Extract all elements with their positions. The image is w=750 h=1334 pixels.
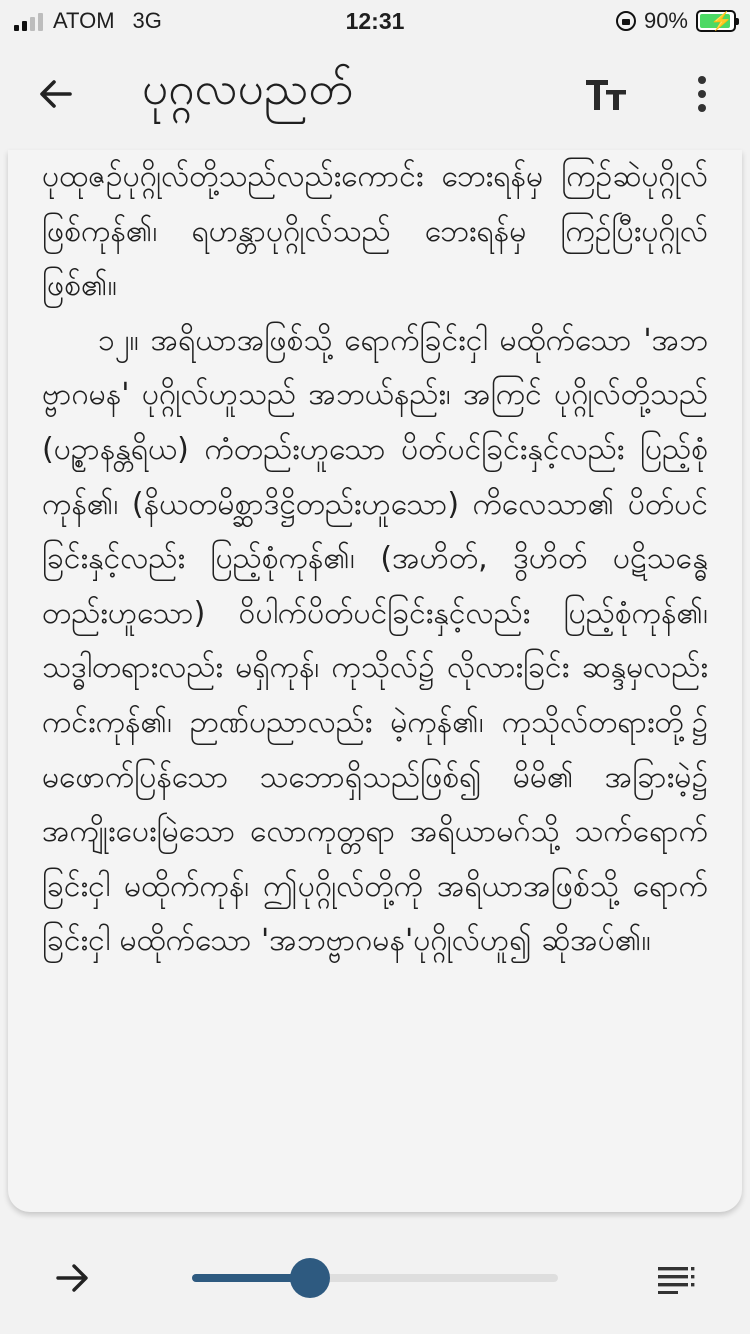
paragraph: ၁၂။ အရိယာအဖြစ်သို့ ရောက်ခြင်းငှါ မထိုက်သော 'အဘဗ္ဗာဂမန' ပုဂ္ဂိုလ်ဟူသည် အဘယ်နည်း၊ အကြင် ပုဂ္ဂိုလ်တို့သည် (ပဉ္စာနန္တရိယ) ကံတည်းဟူသော ပိတ်ပင်ခြင်းနှင့်လည်း ပြည့်စုံကုန်၏၊ (နိယတမိစ္ဆာဒိဋ္ဌိတည်းဟူသော) ကိလေသာ၏ ပိတ်ပင်ခြင်းနှင့်လည်း ပြည့်စုံကုန်၏၊ (အဟိတ်, ဒွိဟိတ် ပဋိသန္ဓေတည်းဟူသော) ဝိပါက်ပိတ်ပင်ခြင်းနှင့်လည်း ပြည့်စုံကုန်၏၊ သဒ္ဓါတရားလည်း မရှိကုန်၊ ကုသိုလ်၌ လိုလားခြင်း ဆန္ဒမှလည်း ကင်းကုန်၏၊ ဉာဏ်ပညာလည်း မဲ့ကုန်၏၊ ကုသိုလ်တရားတို့၌ မဖောက်ပြန်သော သဘောရှိသည်ဖြစ်၍ မိမိ၏ အခြားမဲ့၌ အကျိုးပေးမြဲသော လောကုတ္တရာ အရိယာမဂ်သို့ သက်ရောက်ခြင်းငှါ မထိုက်ကုန်၊ ဤပုဂ္ဂိုလ်တို့ကို အရိယာအဖြစ်သို့ ရောက်ခြင်းငှါ မထိုက်သော 'အဘဗ္ဗာဂမန'ပုဂ္ဂိုလ်ဟူ၍ ဆိုအပ်၏။ bbox=[42, 322, 708, 959]
arrow-right-icon[interactable] bbox=[52, 1258, 92, 1298]
carrier-name: ATOM bbox=[53, 8, 115, 33]
battery-icon bbox=[696, 10, 736, 32]
charging-bolt-icon: ⚡ bbox=[710, 11, 733, 31]
battery-percent: 90% bbox=[643, 8, 688, 33]
more-vertical-icon[interactable] bbox=[694, 72, 710, 118]
reading-progress-slider[interactable] bbox=[192, 1258, 558, 1298]
status-right bbox=[616, 8, 736, 34]
status-time: 12:31 bbox=[345, 8, 405, 34]
text-size-icon[interactable] bbox=[584, 74, 628, 114]
page-title: ပုဂ္ဂလပညတ် bbox=[142, 61, 354, 115]
network-type: 3G bbox=[132, 8, 162, 33]
reading-card bbox=[8, 150, 742, 1212]
list-icon[interactable] bbox=[656, 1264, 696, 1294]
status-bar bbox=[0, 0, 750, 44]
arrow-left-icon[interactable] bbox=[36, 74, 76, 114]
paragraph: ပုထုဇဉ်ပုဂ္ဂိုလ်တို့သည်လည်းကောင်း ဘေးရန်မှ ကြဉ်ဆဲပုဂ္ဂိုလ် ဖြစ်ကုန်၏၊ ရဟန္တာပုဂ္ဂိုလ်သည် ဘေးရန်မှ ကြဉ်ပြီးပုဂ္ဂိုလ် ဖြစ်၏။ bbox=[42, 159, 708, 304]
rotation-lock-icon bbox=[616, 11, 636, 31]
app-bar bbox=[0, 44, 750, 148]
bottom-bar bbox=[0, 1230, 750, 1334]
reading-text bbox=[8, 150, 742, 969]
slider-thumb[interactable] bbox=[290, 1258, 330, 1298]
